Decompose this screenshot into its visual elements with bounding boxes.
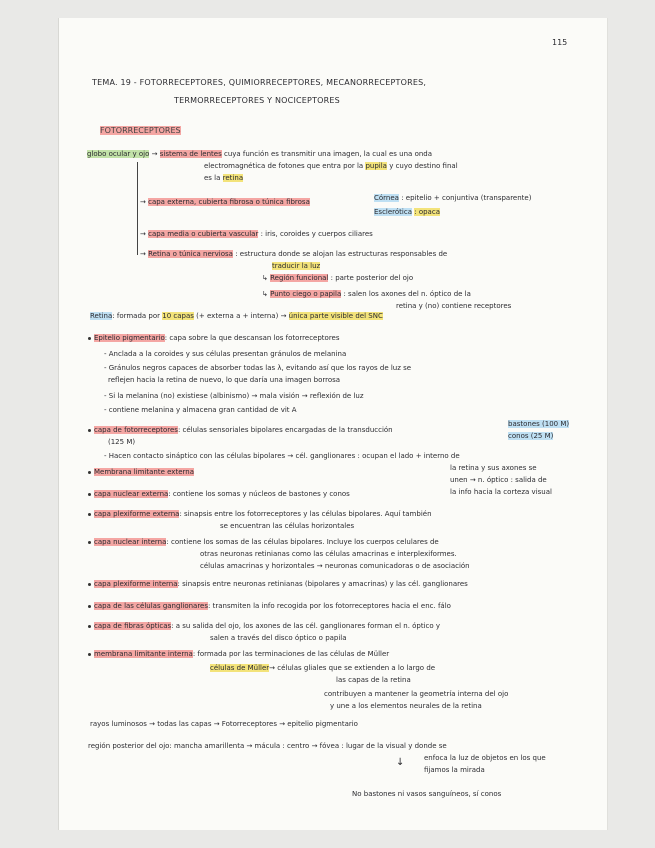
epitelio-granulos: - Gránulos negros capaces de absorber todas las λ, evitando así que los rayos de luz se	[104, 364, 412, 372]
region-line2: enfoca la luz de objetos en los que	[424, 754, 546, 762]
page-number: 115	[552, 38, 568, 47]
nuclear-externa: capa nuclear externa: contiene los somas y núcleos de bastones y conos	[88, 490, 350, 499]
epitelio-vitamina: - contiene melanina y almacena gran cantidad de vit A	[104, 406, 297, 414]
membrana-interna: membrana limitante interna: formada por las terminaciones de las células de Müller	[88, 650, 389, 659]
region-funcional: ↳ Región funcional : parte posterior del ojo	[262, 274, 414, 282]
page-title-line2: TERMORRECEPTORES Y NOCICEPTORES	[174, 96, 340, 105]
sinapsis-line3: unen → n. óptico : salida de	[450, 476, 547, 484]
globo-line2: electromagnética de fotones que entra por la pupila y cuyo destino final	[204, 162, 458, 170]
capa-retina: → Retina o túnica nerviosa : estructura donde se alojan las estructuras responsables de	[140, 250, 448, 258]
capa-media: → capa media o cubierta vascular : iris, coroides y cuerpos ciliares	[140, 230, 373, 238]
retina-line2: traducir la luz	[272, 262, 321, 270]
epitelio-albinismo: - Si la melanina (no) existiese (albinismo) → mala visión → reflexión de luz	[104, 392, 364, 400]
muller-line2: las capas de la retina	[336, 676, 411, 684]
esclerotica-line: Esclerótica : opaca	[374, 208, 440, 216]
fotorreceptores-count: (125 M)	[108, 438, 136, 446]
bracket-line	[137, 162, 138, 255]
epitelio-anclada: - Anclada a la coroides y sus células presentan gránulos de melanina	[104, 350, 347, 358]
nuclear-interna-line2: otras neuronas retinianas como las células amacrinas e interplexiformes.	[200, 550, 457, 558]
epitelio-granulos2: reflejen hacia la retina de nuevo, lo que daría una imagen borrosa	[108, 376, 341, 384]
cornea-line: Córnea : epitelio + conjuntiva (transparente)	[374, 194, 532, 202]
globo-line1: globo ocular y ojo → sistema de lentes cuya función es transmitir una imagen, la cual es una onda	[87, 150, 433, 158]
membrana-externa: Membrana limitante externa	[88, 468, 194, 477]
epitelio-line: Epitelio pigmentario: capa sobre la que descansan los fotorreceptores	[88, 334, 340, 343]
no-bastones-line: No bastones ni vasos sanguíneos, sí conos	[352, 790, 502, 798]
page-title: TEMA. 19 - FOTORRECEPTORES, QUIMIORRECEPTORES, MECANORRECEPTORES,	[92, 78, 427, 87]
retina-formada: Retina: formada por 10 capas (+ externa a + interna) → única parte visible del SNC	[90, 312, 383, 320]
globo-line3: es la retina	[204, 174, 244, 182]
bastones-label: bastones (100 M)	[508, 420, 570, 428]
fibras-opticas: capa de fibras ópticas: a su salida del ojo, los axones de las cél. ganglionares forman el n. óptico y	[88, 622, 440, 631]
fotorreceptores-line: capa de fotorreceptores: células sensoriales bipolares encargadas de la transducción	[88, 426, 393, 435]
punto-ciego: ↳ Punto ciego o papila : salen los axones del n. óptico de la	[262, 290, 471, 298]
punto-ciego-line2: retina y (no) contiene receptores	[396, 302, 512, 310]
conos-label: conos (25 M)	[508, 432, 554, 440]
muller-line: células de Müller→ células gliales que se extienden a lo largo de	[210, 664, 436, 672]
rayos-line: rayos luminosos → todas las capas → Fotorreceptores → epitelio pigmentario	[90, 720, 358, 728]
plexiforme-interna: capa plexiforme interna: sinapsis entre neuronas retinianas (bipolares y amacrinas) y las cél. ganglionares	[88, 580, 468, 589]
sinapsis-line4: la info hacia la corteza visual	[450, 488, 552, 496]
section-title: FOTORRECEPTORES	[100, 126, 181, 135]
sinapsis-line: - Hacen contacto sináptico con las células bipolares → cél. ganglionares : ocupan el lado + interno de	[104, 452, 460, 460]
nuclear-interna: capa nuclear interna: contiene los somas de las células bipolares. Incluye los cuerpos celulares de	[88, 538, 439, 547]
nuclear-interna-line3: células amacrinas y horizontales → neuronas comunicadoras o de asociación	[200, 562, 470, 570]
region-line3: fijamos la mirada	[424, 766, 485, 774]
down-arrow: ↓	[396, 757, 405, 768]
fibras-opticas-line2: salen a través del disco óptico o papila	[210, 634, 347, 642]
sinapsis-line2: la retina y sus axones se	[450, 464, 537, 472]
region-line: región posterior del ojo: mancha amarillenta → mácula : centro → fóvea : lugar de la visual y donde se	[88, 742, 447, 750]
celulas-ganglionares: capa de las células ganglionares: transmiten la info recogida por los fotorreceptores hacia el enc. fálo	[88, 602, 451, 611]
plexiforme-externa-line2: se encuentran las células horizontales	[220, 522, 355, 530]
muller-line3: contribuyen a mantener la geometría interna del ojo	[324, 690, 509, 698]
muller-line4: y une a los elementos neurales de la retina	[330, 702, 482, 710]
plexiforme-externa: capa plexiforme externa: sinapsis entre los fotorreceptores y las células bipolares. Aquí también	[88, 510, 432, 519]
capa-externa: → capa externa, cubierta fibrosa o túnica fibrosa	[140, 198, 310, 206]
